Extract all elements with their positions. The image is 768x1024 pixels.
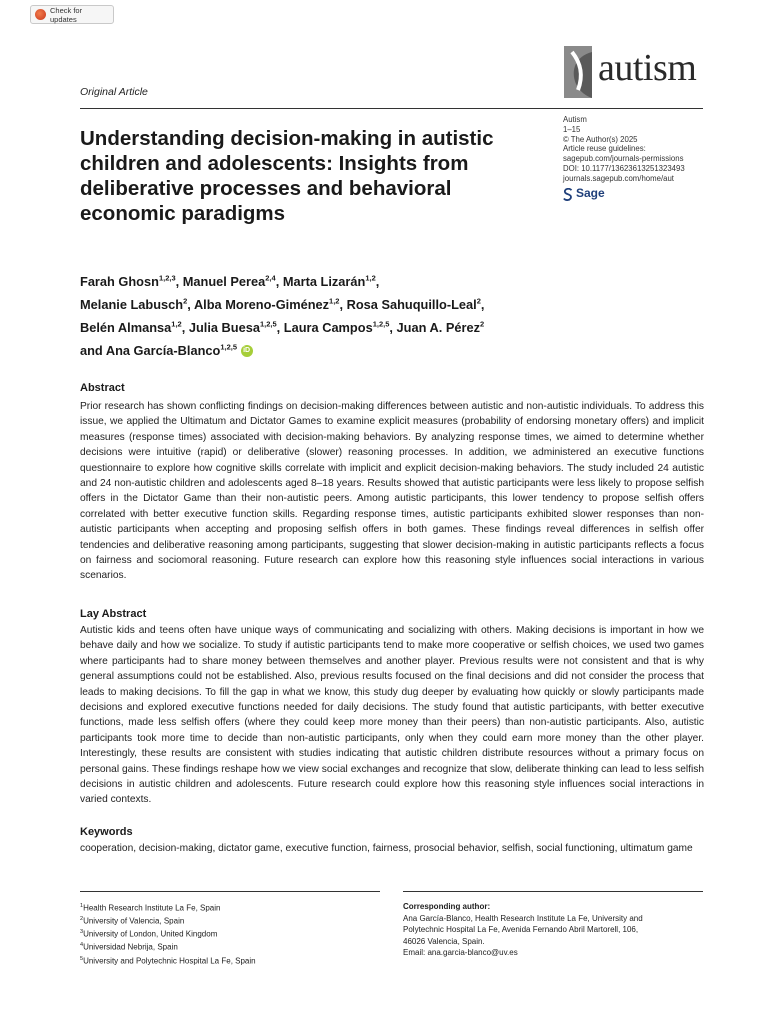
crossmark-icon	[35, 9, 46, 20]
corresponding-line: Ana García-Blanco, Health Research Institute La Fe, University and	[403, 913, 643, 923]
journal-logo-word: autism	[598, 47, 697, 89]
affiliations	[80, 901, 380, 967]
orcid-icon[interactable]: iD	[241, 345, 253, 357]
journal-metadata	[563, 115, 743, 201]
author: Rosa Sahuquillo-Leal$^2$,	[346, 296, 485, 313]
reuse-link[interactable]: sagepub.com/journals-permissions	[563, 154, 684, 164]
affiliations-divider	[80, 891, 380, 892]
corresponding-email[interactable]: Email: ana.garcia-blanco@uv.es	[403, 948, 518, 957]
author: Laura Campos$^{1,2,5}$,	[283, 319, 397, 335]
article-title: Understanding decision-making in autistic children and adolescents: Insights from deliberative processes and behavioral economic paradigms	[80, 127, 494, 225]
check-for-updates-label: Check for updates	[50, 5, 83, 24]
sage-s-icon	[563, 188, 573, 201]
keywords-text: cooperation, decision-making, dictator game, executive function, fairness, prosocial behavior, selfish, social functioning, ultimatum game	[80, 843, 693, 854]
keywords-heading: Keywords	[80, 826, 133, 838]
corresponding-divider	[403, 891, 703, 892]
author: Marta Lizarán$^{1,2}$,	[282, 274, 380, 290]
author: Juan A. Pérez$^2$	[396, 319, 485, 335]
affiliation-item: $^3$University of London, United Kingdom	[80, 929, 218, 939]
author: Melanie Labusch$^2$,	[80, 296, 194, 313]
publisher-name: Sage	[576, 186, 605, 201]
publisher-logo	[563, 188, 743, 201]
copyright: © The Author(s) 2025	[563, 134, 638, 144]
affiliation-item: $^2$University of Valencia, Spain	[80, 916, 185, 926]
lay-abstract-heading: Lay Abstract	[80, 608, 147, 620]
author: Alba Moreno-Giménez$^{1,2}$,	[193, 296, 347, 313]
author: Farah Ghosn$^{1,2,3}$,	[80, 274, 183, 290]
page-range: 1–15	[563, 124, 581, 134]
author-list	[80, 269, 580, 360]
author: and Ana García-Blanco$^{1,2,5}$	[80, 342, 238, 358]
lay-abstract-text: Autistic kids and teens often have unique ways of communicating and socializing with others. Making decisions is important in how we behave daily and how we socialize. To study if autistic participants tend to make more cooperative or selfish choices, we used two games where participants had to share money between themselves and another player. Previous results were not consistent and that is why general assumptions could not be established. Also, previous results focused on the final decisions and did not consider the process that leads to making decisions. To fill the gap in what we know, this study dug deeper by evaluating how quickly or slowly participants made decisions and explored executive functions needed for daily decisions. The study found that autistic participants, with better executive functions, made less selfish offers (where they could keep more money than their peers) than non-autistic participants. Also, autistic participants took more time to decide than non-autistic participants, only when they could earn more money than the other player. Interestingly, these results are consistent with studies indicating that autistic children distribute resources without a primary focus on personal gains. These findings reshape how we view social exchanges and recognize that slow, deliberate thinking can lead to less selfish decisions in autistic children and adolescents. Future research could explore how this reasoning style influences social interactions in varied contexts.	[80, 625, 704, 806]
affiliation-item: $^4$Universidad Nebrija, Spain	[80, 942, 178, 953]
corresponding-line: Polytechnic Hospital La Fe, Avenida Fernando Abril Martorell, 106,	[403, 925, 639, 934]
journal-logo-mark-icon	[562, 44, 602, 100]
abstract-heading: Abstract	[80, 382, 125, 394]
doi[interactable]: DOI: 10.1177/13623613251323493	[563, 163, 685, 173]
affiliation-item: $^1$Health Research Institute La Fe, Spain	[80, 903, 221, 913]
author: Manuel Perea$^{2,4}$,	[182, 274, 283, 290]
corresponding-author	[403, 901, 703, 959]
journal-logo	[562, 44, 708, 100]
check-for-updates-badge[interactable]	[30, 5, 114, 24]
author: Belén Almansa$^{1,2}$,	[80, 319, 189, 335]
article-type: Original Article	[80, 86, 148, 98]
abstract-text: Prior research has shown conflicting findings on decision-making differences between autistic and non-autistic individuals. To address this issue, we applied the Ultimatum and Dictator Games to examine explicit measures (probability of endorsing monetary offers) and implicit measures (response times) associated with decision-making behaviors. By analyzing response times, we aimed to determine whether decisions were intuitive (rapid) or deliberative (slower) reasoning processes. In addition, we administered an executive functions questionnaire to explore how cognitive skills correlate with implicit and explicit decision-making behaviors. The study included 24 autistic and 24 non-autistic children and adolescents aged 8–18 years. Results showed that autistic participants were less likely to propose selfish offers in the Dictator Game than their non-autistic peers. Among autistic participants, this lower tendency to propose selfish offers correlated with better executive function skills. Regarding response times, autistic participants exhibited slower responses than non-autistic participants when accepting and proposing selfish offers in both games. These findings reveal differences in selfish offer tendencies and deliberative reasoning among participants, suggesting that slower decision-making in autistic participants reflects a focus on fairness and sociomoral reasoning. Future research can explore how this reasoning style influences social interactions in various scenarios.	[80, 401, 704, 582]
journal-home-link[interactable]: journals.sagepub.com/home/aut	[563, 173, 674, 183]
journal-name: Autism	[563, 115, 587, 124]
affiliation-item: $^5$University and Polytechnic Hospital La Fe, Spain	[80, 955, 256, 966]
header-divider	[80, 108, 703, 109]
reuse-label: Article reuse guidelines:	[563, 144, 646, 154]
corresponding-line: 46026 Valencia, Spain.	[403, 936, 485, 946]
author: Julia Buesa$^{1,2,5}$,	[188, 319, 284, 335]
corresponding-author-heading: Corresponding author:	[403, 902, 491, 911]
